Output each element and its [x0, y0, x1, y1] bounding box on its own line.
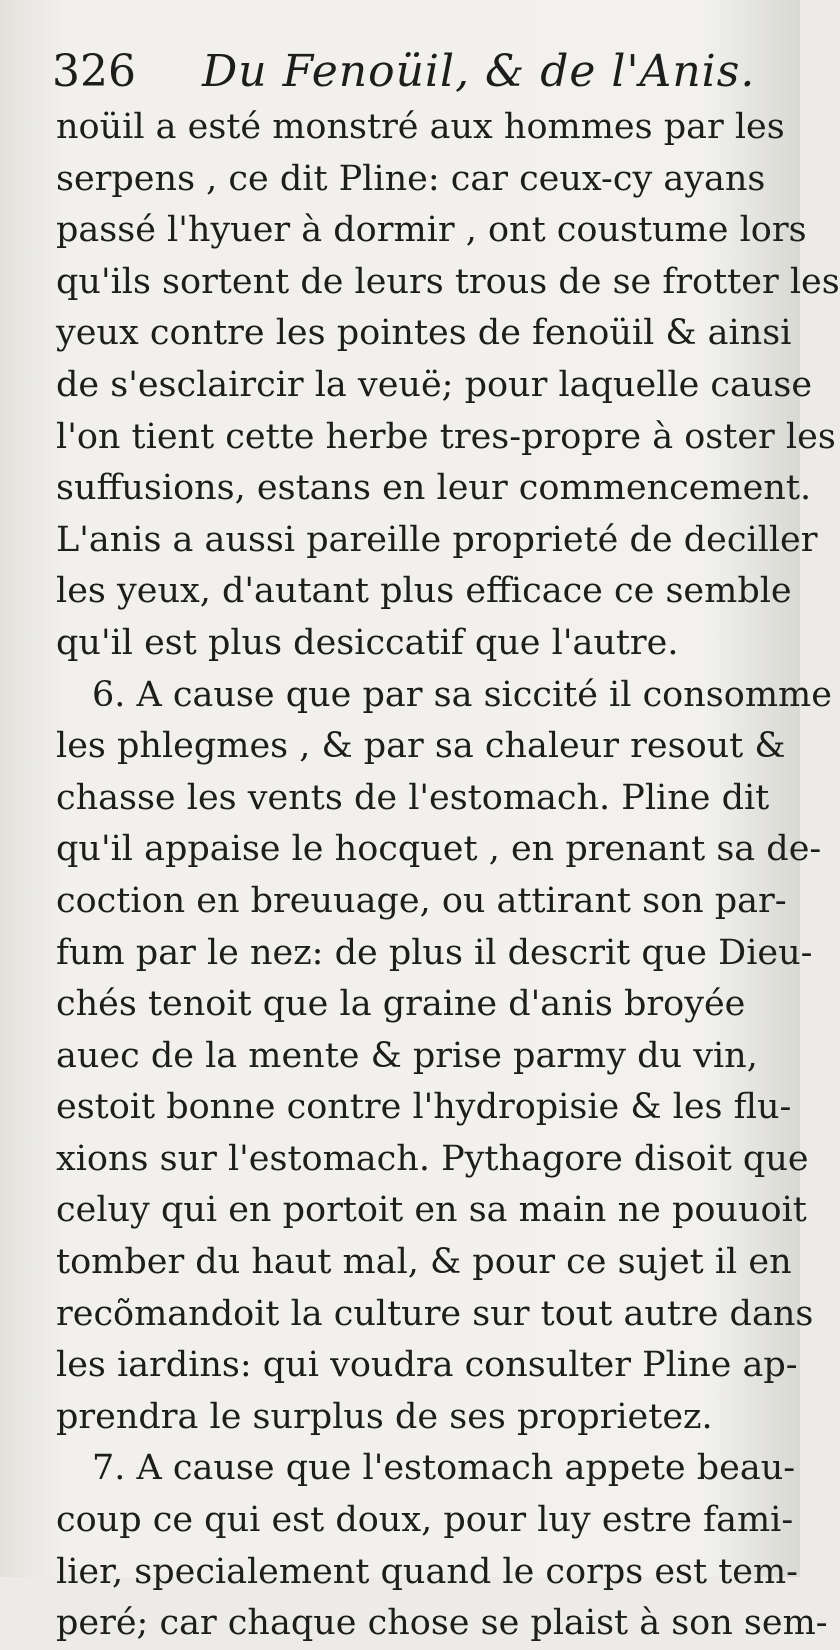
text-line: chasse les vents de l'estomach. Pline dit	[56, 777, 770, 818]
text-line: les yeux, d'autant plus efficace ce semble	[56, 571, 792, 612]
text-line: L'anis a aussi pareille proprieté de deciller	[56, 519, 818, 560]
text-line: yeux contre les pointes de fenoüil & ainsi	[56, 313, 792, 354]
text-line: estoit bonne contre l'hydropisie & les flu-	[56, 1087, 792, 1128]
text-line: qu'il est plus desiccatif que l'autre.	[56, 622, 679, 663]
text-line: les phlegmes , & par sa chaleur resout &	[56, 726, 786, 767]
text-line: serpens , ce dit Pline: car ceux-cy ayans	[56, 158, 766, 199]
text-line: celuy qui en portoit en sa main ne pouuoit	[56, 1190, 807, 1231]
text-line: fum par le nez: de plus il descrit que Dieu-	[56, 932, 813, 973]
body-text	[56, 102, 840, 1650]
text-line: les iardins: qui voudra consulter Pline ap-	[56, 1345, 798, 1386]
text-line: 7. A cause que l'estomach appete beau-	[92, 1448, 796, 1489]
text-line: tomber du haut mal, & pour ce sujet il en	[56, 1242, 792, 1283]
text-line: suffusions, estans en leur commencement.	[56, 468, 812, 509]
text-line: coup ce qui est doux, pour luy estre fami-	[56, 1500, 794, 1541]
text-line: coction en breuuage, ou attirant son par-	[56, 880, 787, 921]
text-line: 6. A cause que par sa siccité il consomme	[92, 674, 832, 715]
text-line: peré; car chaque chose se plaist à son sem-	[56, 1603, 828, 1644]
page-number: 326	[52, 46, 136, 97]
text-line: chés tenoit que la graine d'anis broyée	[56, 984, 746, 1025]
text-line: xions sur l'estomach. Pythagore disoit que	[56, 1138, 809, 1179]
text-line: de s'esclaircir la veuë; pour laquelle cause	[56, 364, 813, 405]
text-line: auec de la mente & prise parmy du vin,	[56, 1035, 758, 1076]
text-line: qu'il appaise le hocquet , en prenant sa de-	[56, 829, 822, 870]
text-line: recõmandoit la culture sur tout autre dans	[56, 1293, 814, 1334]
text-line: l'on tient cette herbe tres-propre à oster les	[56, 416, 836, 457]
text-line: noüil a esté monstré aux hommes par les	[56, 107, 785, 147]
text-line: lier, specialement quand le corps est tem-	[56, 1551, 798, 1592]
page-header	[52, 44, 756, 100]
running-title: Du Fenoüil, & de l'Anis.	[202, 46, 756, 97]
text-line: qu'ils sortent de leurs trous de se frotter les	[56, 261, 840, 302]
text-line: passé l'hyuer à dormir , ont coustume lors	[56, 210, 807, 251]
text-line: prendra le surplus de ses proprietez.	[56, 1396, 713, 1437]
